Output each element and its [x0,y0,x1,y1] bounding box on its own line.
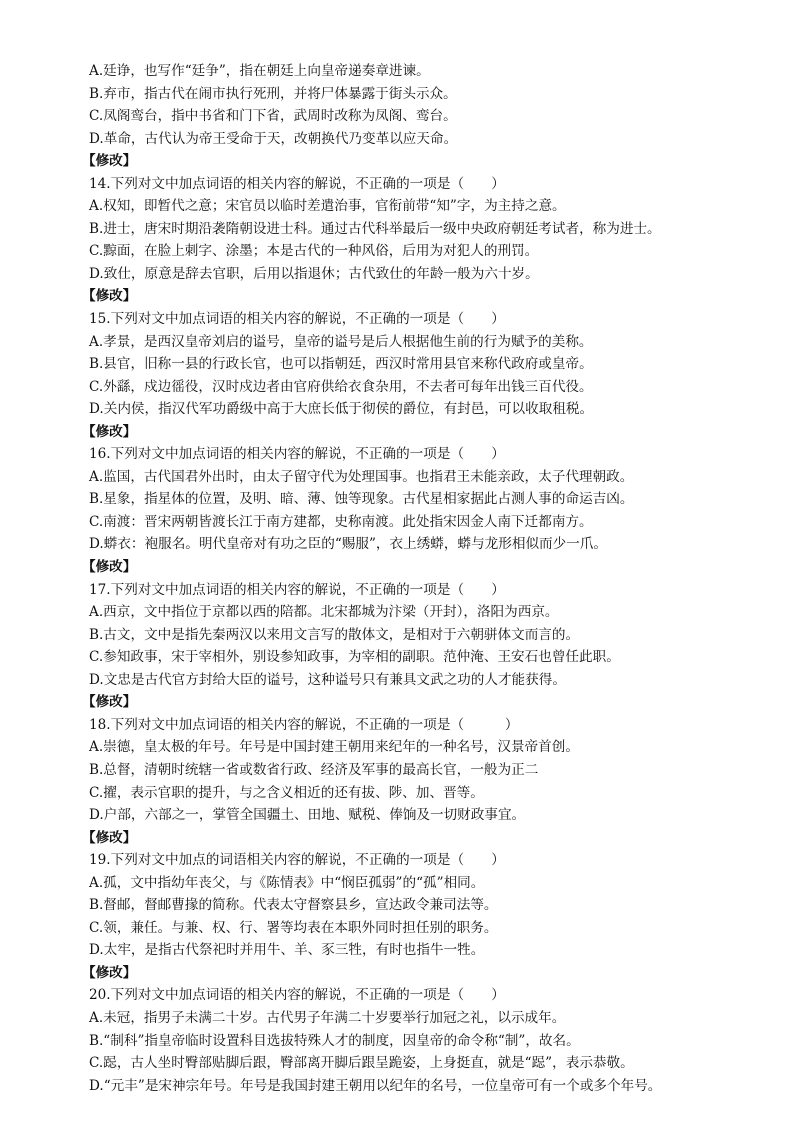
option-line: D.文忠是古代官方封给大臣的谥号，这种谥号只有兼具文武之功的人才能获得。 [89,671,566,688]
revise-label: 【修改】 [82,559,137,576]
revise-label: 【修改】 [82,964,137,981]
option-line: C.跽，古人坐时臀部贴脚后跟，臀部离开脚后跟呈跪姿，上身挺直，就是“跽”，表示恭敬。 [89,1055,634,1072]
option-line: D.蟒衣：袍服名。明代皇帝对有功之臣的“赐服”，衣上绣蟒，蟒与龙形相似而少一爪。 [89,536,608,553]
question-stem: 15.下列对文中加点词语的相关内容的解说，不正确的一项是（ ） [89,311,505,328]
question-stem: 20.下列对文中加点词语的相关内容的解说，不正确的一项是（ ） [89,987,505,1004]
option-line: C.擢，表示官职的提升，与之含义相近的还有拔、陟、加、晋等。 [89,784,484,801]
option-line: B.“制科”指皇帝临时设置科目选拔特殊人才的制度，因皇帝的命令称“制”，故名。 [89,1032,580,1049]
option-line: A.廷诤，也写作“廷争”，指在朝廷上向皇帝递奏章进谏。 [89,63,430,79]
option-line: D.户部，六部之一，掌管全国疆土、田地、赋税、俸饷及一切财政事宜。 [89,807,526,824]
question-stem: 18.下列对文中加点词语的相关内容的解说，不正确的一项是（ ） [89,716,519,733]
option-line: B.弃市，指古代在闹市执行死刑，并将尸体暴露于街头示众。 [89,85,457,102]
revise-label: 【修改】 [82,829,137,846]
option-line: A.崇德，皇太极的年号。年号是中国封建王朝用来纪年的一种名号，汉景帝首创。 [89,739,579,756]
option-line: A.未冠，指男子未满二十岁。古代男子年满二十岁要举行加冠之礼，以示成年。 [89,1009,566,1026]
option-line: B.古文，文中是指先秦两汉以来用文言写的散体文，是相对于六朝骈体文而言的。 [89,626,580,643]
option-line: C.南渡：晋宋两朝皆渡长江于南方建都，史称南渡。此处指宋因金人南下迁都南方。 [89,513,593,530]
option-line: C.凤阁鸾台，指中书省和门下省，武周时改称为凤阁、鸾台。 [89,108,457,125]
revise-label: 【修改】 [82,153,137,170]
option-line: B.督邮，督邮曹掾的简称。代表太守督察县乡，宣达政令兼司法等。 [89,897,498,914]
option-line: B.县官，旧称一县的行政长官，也可以指朝廷，西汉时常用县官来称代政府或皇帝。 [89,356,593,373]
option-line: B.星象，指星体的位置，及明、暗、薄、蚀等现象。古代星相家据此占测人事的命运吉凶。 [89,491,634,508]
option-line: C.参知政事，宋于宰相外，别设参知政事，为宰相的副职。范仲淹、王安石也曾任此职。 [89,649,620,666]
option-line: B.总督，清朝时统辖一省或数省行政、经济及军事的最高长官，一般为正二 [89,761,539,778]
revise-label: 【修改】 [82,423,137,440]
option-line: C.领，兼任。与兼、权、行、署等均表在本职外同时担任别的职务。 [89,919,498,936]
option-line: C.黥面，在脸上刺字、涂墨；本是古代的一种风俗，后用为对犯人的刑罚。 [89,243,539,260]
question-stem: 19.下列对文中加点的词语相关内容的解说，不正确的一项是（ ） [89,852,505,869]
option-line: C.外繇，戍边徭役，汉时戍边者由官府供给衣食杂用，不去者可每年出钱三百代役。 [89,378,593,395]
option-line: A.孤，文中指幼年丧父，与《陈情表》中“悯臣孤弱”的“孤”相同。 [89,874,485,891]
revise-label: 【修改】 [82,694,137,711]
option-line: A.权知，即暂代之意；宋官员以临时差遣治事，官衔前带“知”字，为主持之意。 [89,198,566,215]
option-line: D.致仕，原意是辞去官职，后用以指退休；古代致仕的年龄一般为六十岁。 [89,265,539,282]
option-line: A.监国，古代国君外出时，由太子留守代为处理国事。也指君王未能亲政，太子代理朝政。 [89,468,634,485]
option-line: A.西京，文中指位于京都以西的陪都。北宋都城为汴梁（开封），洛阳为西京。 [89,604,559,621]
option-line: D.太牢，是指古代祭祀时并用牛、羊、豕三牲，有时也指牛一牲。 [89,942,485,959]
option-line: D.“元丰”是宋神宗年号。年号是我国封建王朝用以纪年的名号，一位皇帝可有一个或多个年号。 [89,1077,662,1094]
option-line: D.革命，古代认为帝王受命于天，改朝换代乃变革以应天命。 [89,130,458,147]
revise-label: 【修改】 [82,288,137,305]
question-stem: 14.下列对文中加点词语的相关内容的解说，不正确的一项是（ ） [89,175,505,192]
option-line: B.进士，唐宋时期沿袭隋朝设进士科。通过古代科举最后一级中央政府朝廷考试者，称为进士。 [89,220,661,237]
question-stem: 17.下列对文中加点词语的相关内容的解说，不正确的一项是（ ） [89,581,505,598]
document-content [60,60,736,1097]
question-stem: 16.下列对文中加点词语的相关内容的解说，不正确的一项是（ ） [89,446,505,463]
option-line: A.孝景，是西汉皇帝刘启的谥号，皇帝的谥号是后人根据他生前的行为赋予的美称。 [89,333,593,350]
option-line: D.关内侯，指汉代军功爵级中高于大庶长低于彻侯的爵位，有封邑，可以收取租税。 [89,401,594,418]
